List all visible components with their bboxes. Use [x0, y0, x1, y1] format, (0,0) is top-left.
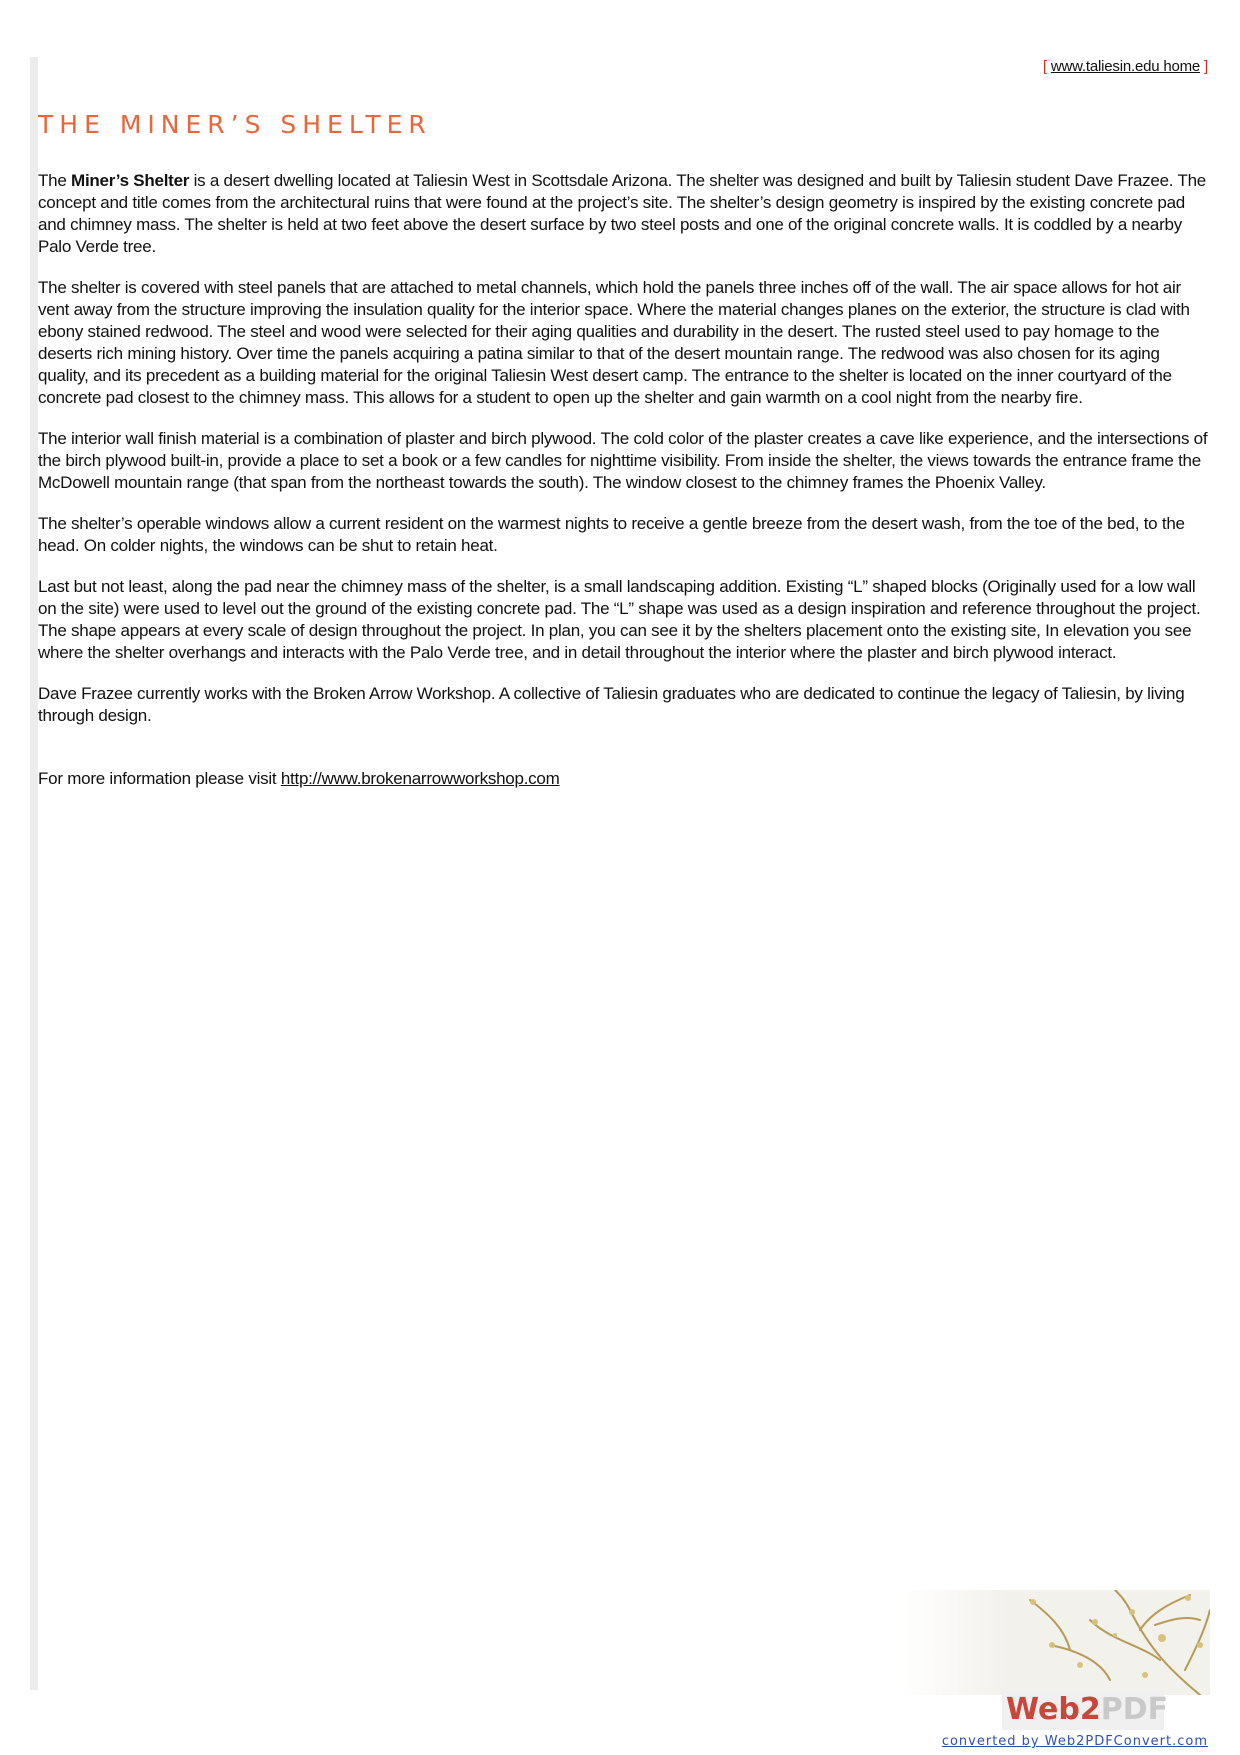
tree-branches-illustration [900, 1590, 1210, 1695]
tree-branches-image [900, 1590, 1210, 1695]
badge-web: Web [1006, 1692, 1080, 1727]
broken-arrow-link[interactable]: http://www.brokenarrowworkshop.com [280, 769, 560, 788]
badge-2: 2 [1079, 1692, 1101, 1727]
bracket-close: ] [1204, 58, 1208, 75]
more-info-line [38, 768, 1210, 790]
left-margin-rule [30, 57, 38, 1690]
paragraph-landscaping: Last but not least, along the pad near the chimney mass of the shelter, is a small landscaping addition. Existing “L” shaped blocks (Originally used for a low wall on the site) were used to level out the ground of the existing concrete pad. The “L” shape was used as a design inspiration and reference throughout the project. The shape appears at every scale of design throughout the project. In plan, you can see it by the shelters placement onto the existing site, In elevation you see where the shelter overhangs and interacts with the Palo Verde tree, and in detail throughout the interior where the plaster and birch plywood interact. [38, 577, 1201, 662]
intro-bold-name: Miner’s Shelter [71, 171, 190, 190]
page-title: THE MINER’S SHELTER [38, 110, 432, 139]
spacer [38, 746, 1210, 768]
badge-pdf: PDF [1100, 1692, 1169, 1727]
web2pdfconvert-link[interactable]: converted by Web2PDFConvert.com [941, 1734, 1208, 1749]
bracket-open: [ [1042, 58, 1047, 75]
paragraph-about-designer: Dave Frazee currently works with the Broken Arrow Workshop. A collective of Taliesin graduates who are dedicated to continue the legacy of Taliesin, by living through design. [38, 684, 1185, 725]
web2pdf-badge [1002, 1690, 1169, 1730]
paragraph-materials: The shelter is covered with steel panels that are attached to metal channels, which hold the panels three inches off of the wall. The air space allows for hot air vent away from the structure improving the insulation quality for the interior space. Where the material changes planes on the exterior, the structure is clad with ebony stained redwood. The steel and wood were selected for their aging qualities and durability in the desert. The rusted steel used to pay homage to the deserts rich mining history. Over time the panels acquiring a patina similar to that of the desert mountain range. The redwood was also chosen for its aging quality, and its precedent as a building material for the original Taliesin West desert camp. The entrance to the shelter is located on the inner courtyard of the concrete pad closest to the chimney mass. This allows for a student to open up the shelter and gain warmth on a cool night from the nearby fire. [38, 278, 1190, 407]
paragraph-windows: The shelter’s operable windows allow a current resident on the warmest nights to receive a gentle breeze from the desert wash, from the toe of the bed, to the head. On colder nights, the windows can be shut to retain heat. [38, 514, 1185, 555]
converted-by-footer [942, 1734, 1208, 1749]
article-body [38, 170, 1210, 809]
taliesin-home-link[interactable]: www.taliesin.edu home [1050, 58, 1201, 75]
intro-paragraph [38, 170, 1210, 258]
header-home-link-container [1043, 58, 1208, 75]
intro-rest: is a desert dwelling located at Taliesin West in Scottsdale Arizona. The shelter was designed and built by Taliesin student Dave Frazee. The concept and title comes from the architectural ruins that were found at the project’s site. The shelter’s design geometry is inspired by the existing concrete pad and chimney mass. The shelter is held at two feet above the desert surface by two steel posts and one of the original concrete walls. It is coddled by a nearby Palo Verde tree. [38, 171, 1206, 256]
paragraph-interior: The interior wall finish material is a combination of plaster and birch plywood. The cold color of the plaster creates a cave like experience, and the intersections of the birch plywood built-in, provide a place to set a book or a few candles for nighttime visibility. From inside the shelter, the views towards the entrance frame the McDowell mountain range (that span from the northeast towards the south). The window closest to the chimney frames the Phoenix Valley. [38, 429, 1208, 492]
intro-lead: The [38, 171, 72, 190]
more-info-text: For more information please visit [38, 769, 281, 788]
